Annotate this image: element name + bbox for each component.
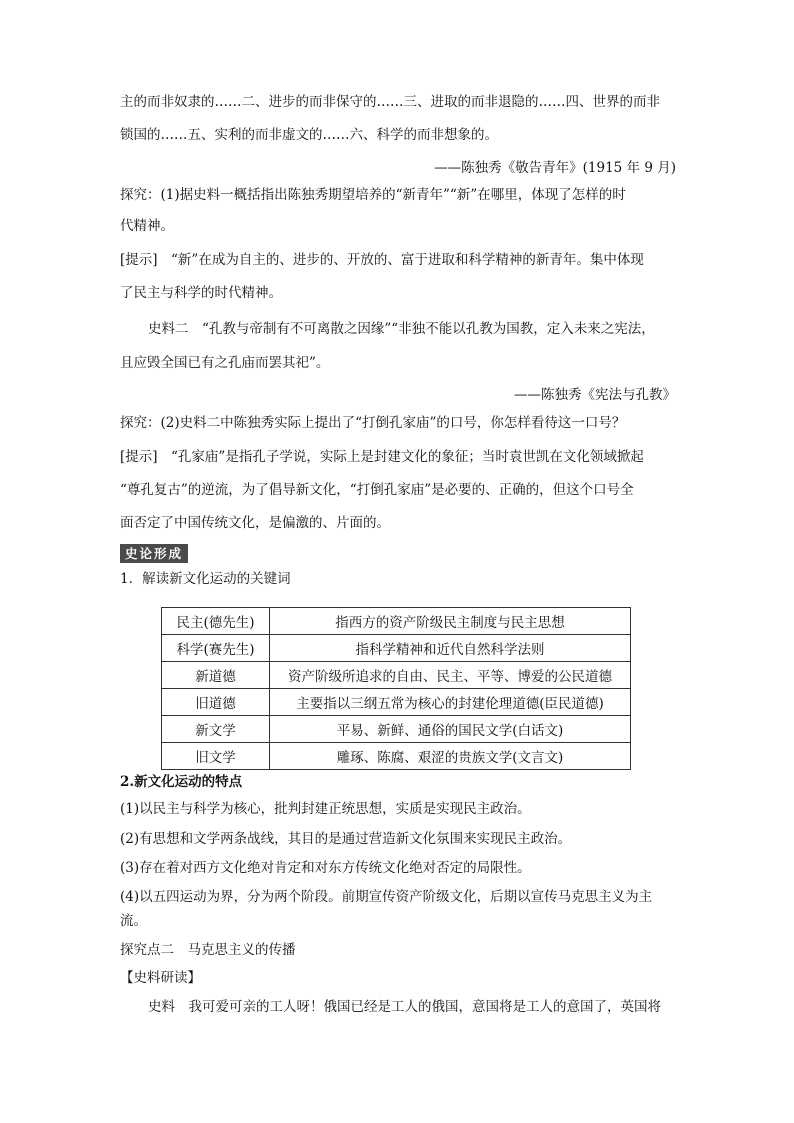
keyword-cell: 民主(德先生) xyxy=(162,608,270,635)
question-line: 代精神。 xyxy=(120,218,174,234)
section-label: 史论形成 xyxy=(120,544,188,563)
source-excerpt-line: 且应毁全国已有之孔庙而罢其祀”。 xyxy=(120,355,330,371)
keyword-cell: 新道德 xyxy=(162,662,270,689)
keyword-table xyxy=(161,607,631,770)
definition-cell: 主要指以三纲五常为核心的封建伦理道德(臣民道德) xyxy=(270,689,631,716)
heading: 1．解读新文化运动的关键词 xyxy=(120,571,291,587)
hint-line: [提示] “新”在成为自主的、进步的、开放的、富于进取和科学精神的新青年。集中体现 xyxy=(120,252,644,268)
definition-cell: 指西方的资产阶级民主制度与民主思想 xyxy=(270,608,631,635)
keyword-cell: 科学(赛先生) xyxy=(162,635,270,662)
keyword-cell: 旧道德 xyxy=(162,689,270,716)
source-excerpt-line: 史料 我可爱可亲的工人呀！俄国已经是工人的俄国，意国将是工人的意国了，英国将 xyxy=(148,999,661,1015)
question-line: 探究：(2)史料二中陈独秀实际上提出了“打倒孔家庙”的口号，你怎样看待这一口号？ xyxy=(120,415,626,431)
hint-line: 了民主与科学的时代精神。 xyxy=(120,285,282,301)
table-row xyxy=(162,689,631,716)
definition-cell: 雕琢、陈腐、艰涩的贵族文学(文言文) xyxy=(270,743,631,770)
feature-item: (2)有思想和文学两条战线，其目的是通过营造新文化氛围来实现民主政治。 xyxy=(120,831,572,847)
text-line: 主的而非奴隶的……二、进步的而非保守的……三、进取的而非退隐的……四、世界的而非 xyxy=(120,94,660,110)
heading: 2.新文化运动的特点 xyxy=(120,774,243,790)
section-label-line xyxy=(120,544,188,564)
definition-cell: 平易、新鲜、通俗的国民文学(白话文) xyxy=(270,716,631,743)
source-excerpt-line: 史料二 “孔教与帝制有不可离散之因缘”“非独不能以孔教为国教，定入未来之宪法， xyxy=(148,321,655,337)
feature-item: 流。 xyxy=(120,913,147,929)
source-citation: ——陈独秀《宪法与孔教》 xyxy=(514,387,676,403)
table-row xyxy=(162,662,631,689)
section-heading: 探究点二 马克思主义的传播 xyxy=(120,942,296,958)
hint-line: “尊孔复古”的逆流，为了倡导新文化，“打倒孔家庙”是必要的、正确的，但这个口号全 xyxy=(120,482,634,498)
table-row xyxy=(162,608,631,635)
text-line: 锁国的……五、实利的而非虚文的……六、科学的而非想象的。 xyxy=(120,127,498,143)
keyword-cell: 新文学 xyxy=(162,716,270,743)
hint-line: 面否定了中国传统文化，是偏激的、片面的。 xyxy=(120,515,390,531)
section-heading: 【史料研读】 xyxy=(120,970,201,986)
source-citation: ——陈独秀《敬告青年》(1915 年 9 月) xyxy=(434,160,676,176)
table-row xyxy=(162,743,631,770)
table-row xyxy=(162,716,631,743)
question-line: 探究：(1)据史料一概括指出陈独秀期望培养的“新青年”“新”在哪里，体现了怎样的时 xyxy=(120,187,626,203)
definition-cell: 资产阶级所追求的自由、民主、平等、博爱的公民道德 xyxy=(270,662,631,689)
feature-item: (1)以民主与科学为核心，批判封建正统思想，实质是实现民主政治。 xyxy=(120,801,531,817)
definition-cell: 指科学精神和近代自然科学法则 xyxy=(270,635,631,662)
feature-item: (4)以五四运动为界，分为两个阶段。前期宣传资产阶级文化，后期以宣传马克思主义为主 xyxy=(120,889,653,905)
keyword-cell: 旧文学 xyxy=(162,743,270,770)
hint-line: [提示] “孔家庙”是指孔子学说，实际上是封建文化的象征；当时袁世凯在文化领域掀起 xyxy=(120,449,644,465)
feature-item: (3)存在着对西方文化绝对肯定和对东方传统文化绝对否定的局限性。 xyxy=(120,860,531,876)
table-row xyxy=(162,635,631,662)
